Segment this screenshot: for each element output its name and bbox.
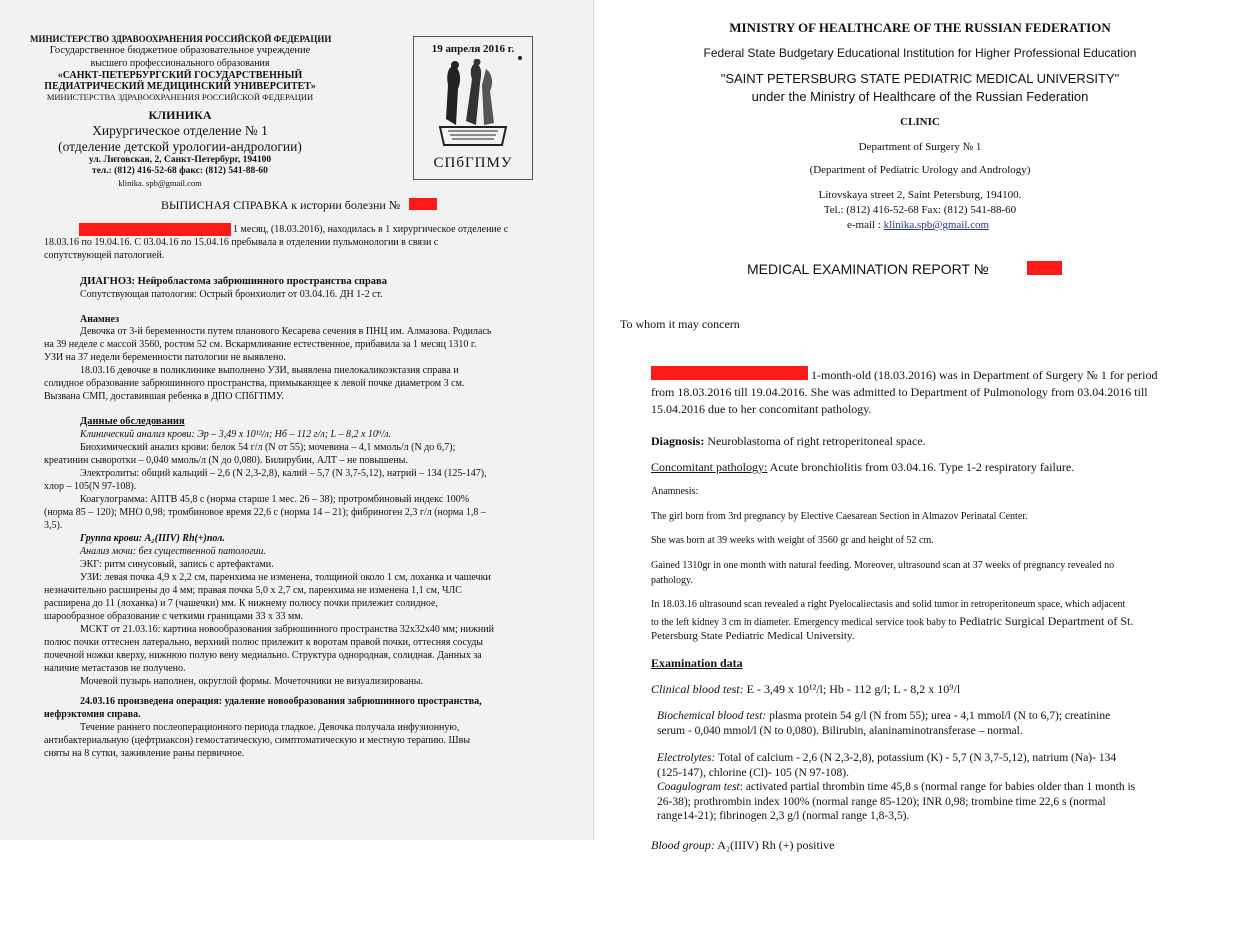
diagnosis-line: ДИАГНОЗ: Нейробластома забрюшинного пространства справа [80,276,387,287]
body-line: сняты на 8 сутки, заживление раны первичное. [44,748,245,759]
body-text: to the left kidney 3 cm in diameter. Emergency medical service took baby to [651,617,957,628]
coagulogram-text: : activated partial thrombin time 45,8 s (normal range for babies older than 1 month is [739,781,1136,793]
body-line: 26-38); prothrombin index 100% (normal range 85-120); INR 0,98; trombine time 22,6 s (normal [657,796,1106,808]
body-line: Мочевой пузырь наполнен, округлой формы. Мочеточники не визуализированы. [80,676,423,687]
body-line [651,614,1133,629]
body-line: 3,5). [44,520,63,531]
body-line: range14-21); fibrinogen 2,3 g/l (normal range 1,8-3,5). [657,810,910,822]
university-emblem-icon [436,59,510,153]
body-line: Анализ мочи: без существенной патологии. [80,546,266,557]
email-line: klinika. spb@gmail.com [118,178,202,188]
stamp-date: 19 апреля 2016 г. [431,43,515,55]
body-line: УЗИ: левая почка 4,9 х 2,2 см, паренхима не изменена, толщиной около 1 см, лоханка и чашечки [80,572,491,583]
body-line: Petersburg State Pediatric Medical University. [651,630,855,642]
diagnosis-label: Diagnosis: [651,434,705,448]
body-line: 1-month-old (18.03.2016) was in Department of Surgery № 1 for period [811,368,1158,382]
coagulogram-line [657,781,1135,793]
exam-heading: Данные обследования [80,416,185,427]
body-line: почечной ножки кверху, нижнюю полую вену медиально. Структура однородная, солидная. Данных за [44,650,482,661]
stamp-box [413,36,533,180]
body-line: (125-147), chlorine (Cl)- 105 (N 97-108). [657,767,849,779]
salutation: To whom it may concern [620,317,740,331]
department-heading: Department of Surgery № 1 [858,141,982,153]
address-line: ул. Литовская, 2, Санкт-Петербург, 194100 [88,155,272,165]
clinic-title: КЛИНИКА [148,108,212,122]
body-line: from 18.03.2016 till 19.04.2016. She was admitted to Department of Pulmonology from 03.04.2016 till [651,385,1148,399]
blood-group-line [651,838,835,853]
body-line: наличие метастазов не получено. [44,663,186,674]
concomitant-line [651,460,1074,475]
email-link[interactable]: klinika.spb@gmail.com [883,219,990,231]
body-line: In 18.03.16 ultrasound scan revealed a right Pyelocaliectasis and solid tumor in retroperitoneum space, which adjacent [651,599,1126,610]
body-line: serum - 0,040 mmol/l (N to 0,080). Bilirubin, alaninaminotransferase – normal. [657,725,1023,737]
stamp-university-abbr: СПбГПМУ [433,155,513,171]
body-line: Группа крови: A₂(IIIV) Rh(+)пол. [80,533,225,544]
body-line: pathology. [651,575,693,586]
electrolytes-text: Total of calcium - 2,6 (N 2,3-2,8), potassium (K) - 5,7 (N 3,7-5,12), natrium (Na)- 134 [715,752,1117,764]
body-line: полюс почки оттеснен латерально, верхний полюс прилежит к воротам правой почки, оттесняя сосуды [44,637,483,648]
body-line: солидное образование забрюшинного пространства, примыкающее к левой почке диаметром 3 см. [44,378,465,389]
body-line: Электролиты: общий кальций – 2,6 (N 2,3-2,8), калий – 5,7 (N 3,7-5,12), натрий – 134 (125-147), [80,468,487,479]
anamnesis-heading: Анамнез [80,314,120,325]
department-subheading: (Department of Pediatric Urology and Andrology) [809,164,1031,176]
body-line: Течение раннего послеоперационного периода гладкое. Девочка получала инфузионную, [80,722,460,733]
redaction-box [409,198,437,210]
clinical-blood-label: Clinical blood test: [651,682,744,696]
university-line-1: «САНКТ-ПЕТЕРБУРГСКИЙ ГОСУДАРСТВЕННЫЙ [57,70,303,81]
address-line: Litovskaya street 2, Saint Petersburg, 194100. [818,189,1022,201]
electrolytes-line [657,752,1116,764]
body-line: Девочка от 3-й беременности путем планового Кесарева сечения в ПНЦ им. Алмазова. Родилась [80,326,492,337]
body-line: незначительно расширены до 4 мм; правая почка 5,0 х 2,7 см, паренхима не изменена 1,1 см, ЧЛС [44,585,462,596]
electrolytes-label: Electrolytes: [657,752,716,764]
operation-line: 24.03.16 произведена операция: удаление новообразования забрюшинного пространства, [80,696,482,707]
body-line: Коагулограмма: АПТВ 45,8 с (норма старше 1 мес. 26 – 38); протромбиновый индекс 100% [80,494,470,505]
university-heading: "SAINT PETERSBURG STATE PEDIATRIC MEDICAL UNIVERSITY" [720,71,1120,86]
blood-group-text: A₂(IIIV) Rh (+) positive [714,838,835,852]
department-title: Хирургическое отделение № 1 [92,123,268,138]
institution-heading: Federal State Budgetary Educational Institution for Higher Professional Education [703,46,1137,60]
redaction-box [79,223,231,236]
document-title: ВЫПИСНАЯ СПРАВКА к истории болезни № [161,198,401,212]
report-title: MEDICAL EXAMINATION REPORT № [747,261,989,277]
body-line: Вызвана СМП, доставившая ребенка в ДПО СПбГПМУ. [44,391,284,402]
biochem-label: Biochemical blood test: [657,710,767,722]
body-text: Pediatric Surgical Department of St. [956,614,1134,628]
university-line-2: ПЕДИАТРИЧЕСКИЙ МЕДИЦИНСКИЙ УНИВЕРСИТЕТ» [44,81,316,92]
ministry-line-2: МИНИСТЕРСТВА ЗДРАВООХРАНЕНИЯ РОССИЙСКОЙ ФЕДЕРАЦИИ [46,92,314,102]
scanned-original-page [0,0,594,840]
body-line: 15.04.2016 due to her concomitant pathology. [651,402,872,416]
body-line: Gained 1310gr in one month with natural feeding. Moreover, ultrasound scan at 37 weeks of pregnancy revealed no [651,560,1115,571]
redaction-box [651,366,808,380]
redaction-box [1027,261,1062,275]
body-line: на 39 неделе с массой 3560, ростом 52 см. Вскармливание естественное, прибавила за 1 месяц 1310 г. [44,339,477,350]
phone-line: тел.: (812) 416-52-68 факс: (812) 541-88-60 [92,166,268,176]
concomitant-text: Acute bronchiolitis from 03.04.16. Type 1-2 respiratory failure. [767,460,1075,474]
concomitant-line: Сопутствующая патология: Острый бронхиолит от 03.04.16. ДН 1-2 ст. [80,289,383,300]
body-line: МСКТ от 21.03.16: картина новообразования забрюшинного пространства 32х32х40 мм; нижний [80,624,494,635]
body-line: 1 месяц, (18.03.2016), находилась в 1 хирургическое отделение с [233,224,509,235]
ministry-subheading: under the Ministry of Healthcare of the Russian Federation [751,89,1089,104]
body-line: креатинин сыворотки – 0,040 ммоль/л (N до 0,080). Билирубин, АЛТ – не повышены. [44,455,408,466]
ministry-line: МИНИСТЕРСТВО ЗДРАВООХРАНЕНИЯ РОССИЙСКОЙ ФЕДЕРАЦИИ [30,34,332,44]
body-line: Клинический анализ крови: Эр – 3,49 х 10¹²/л; Нб – 112 г/л; L – 8,2 х 10⁹/л. [80,429,391,440]
body-line: сопутствующей патологией. [44,250,165,261]
body-line: 18.03.16 девочке в поликлинике выполнено УЗИ, выявлена пиелокаликоэктазия справа и [80,365,459,376]
coagulogram-label: Coagulogram test [657,781,740,793]
department-subtitle: (отделение детской урологии-андрологии) [58,139,302,154]
biochem-text: plasma protein 54 g/l (N from 55); urea - 4,1 mmol/l (N to 6,7); creatinine [766,710,1111,722]
blood-group-label: Blood group: [651,838,715,852]
ministry-heading: MINISTRY OF HEALTHCARE OF THE RUSSIAN FEDERATION [729,20,1111,35]
body-line: шарообразное образование с четкими границами 33 х 33 мм. [44,611,304,622]
scan-mark [518,56,522,60]
clinical-blood-text: E - 3,49 x 10¹²/l; Hb - 112 g/l; L - 8,2 x 10⁹/l [743,682,961,696]
diagnosis-text: Neuroblastoma of right retroperitoneal space. [704,434,926,448]
phone-line: Tel.: (812) 416-52-68 Fax: (812) 541-88-60 [823,204,1017,216]
institution-line: Государственное бюджетное образовательное учреждение [49,45,311,56]
exam-heading: Examination data [651,656,743,670]
email-label: e-mail : [847,219,881,231]
concomitant-label: Concomitant pathology: [651,460,768,474]
email-line [847,219,989,231]
education-line: высшего профессионального образования [90,58,270,69]
body-line: УЗИ на 37 недели беременности патологии не выявлено. [44,352,286,363]
body-line: 18.03.16 по 19.04.16. С 03.04.16 по 15.04.16 пребывала в отделении пульмонологии в связи с [44,237,439,248]
body-line: She was born at 39 weeks with weight of 3560 gr and height of 52 cm. [651,535,934,546]
biochem-line [657,710,1110,722]
anamnesis-heading: Anamnesis: [651,486,699,497]
body-line: антибактериальную (цефтриаксон) гемостатическую, симптоматическую и местную терапию. Швы [44,735,471,746]
body-line: хлор – 105(N 97-108). [44,481,137,492]
body-line: ЭКГ: ритм синусовый, запись с артефактами. [80,559,274,570]
body-line: (норма 85 – 120); МНО 0,98; тромбиновое время 22,6 с (норма 14 – 21); фибриноген 2,3 г/л (норма 1,8 – [44,507,486,518]
body-line: расширена до 11 (лоханка) и 7 (чашечки) мм. К нижнему полюсу почки прилежит солидное, [44,598,438,609]
body-line: The girl born from 3rd pregnancy by Elective Caesarean Section in Almazov Perinatal Center. [651,511,1028,522]
diagnosis-line [651,434,926,449]
clinical-blood-line [651,682,960,697]
body-line: Биохимический анализ крови: белок 54 г/л (N от 55); мочевина – 4,1 ммоль/л (N до 6,7); [80,442,456,453]
clinic-heading: CLINIC [900,116,940,128]
operation-line: нефрэктомия справа. [44,709,141,720]
